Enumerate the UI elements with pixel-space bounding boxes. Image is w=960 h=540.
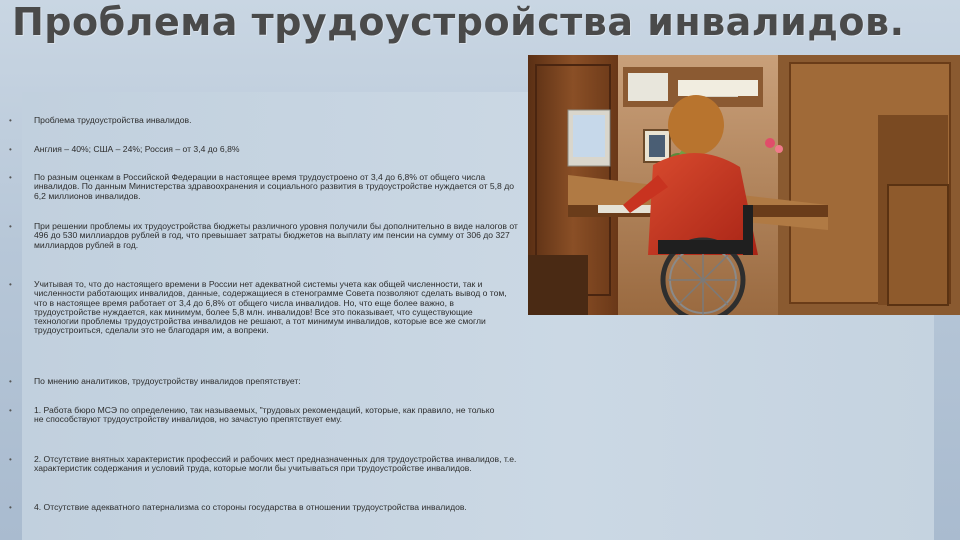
bullet-text: По мнению аналитиков, трудоустройству инвалидов препятствует: (34, 376, 301, 386)
bullet-text: 2. Отсутствие внятных характеристик профессий и рабочих мест предназначенных для трудоустройства инвалидов, т.е. характеристик содержания и условий труда, которые могли бы учитываться при трудоустройстве инвалидов. (34, 454, 517, 474)
bullet-text: По разным оценкам в Российской Федерации в настоящее время трудоустроено от 3,4 до 6,8% от общего числа инвалидов. По данным Министерства здравоохранения и социального развития в трудоустройстве нуждается от 5,8 до 6,2 миллионов инвалидов. (34, 172, 515, 201)
bullet-text: Проблема трудоустройства инвалидов. (34, 115, 192, 125)
office-wheelchair-worker-photo (528, 55, 960, 315)
bullet-text: 4. Отсутствие адекватного патернализма со стороны государства в отношении трудоустройства инвалидов. (34, 502, 467, 512)
bullet-marker: • (9, 145, 12, 154)
bullet-text: При решении проблемы их трудоустройства бюджеты различного уровня получили бы дополнительно в виде налогов от 496 до 530 миллиардов рублей в год, что превышает затраты бюджетов на выплату им пенсии на сумму от 306 до 327 миллиардов рублей в год. (34, 221, 518, 250)
bullet-text: 1. Работа бюро МСЭ по определению, так называемых, "трудовых рекомендаций, которые, как правило, не только не способствуют трудоустройству инвалидов, но зачастую препятствует ему. (34, 405, 495, 425)
slide-title: Проблема трудоустройства инвалидов. (12, 0, 905, 44)
bullet-marker: • (9, 280, 12, 289)
bullet-marker: • (9, 503, 12, 512)
bullet-marker: • (9, 222, 12, 231)
bullet-marker: • (9, 455, 12, 464)
bullet-text: Англия – 40%; США – 24%; Россия – от 3,4 до 6,8% (34, 144, 240, 154)
bullet-marker: • (9, 116, 12, 125)
photo-illustration (528, 55, 960, 315)
bullet-text: Учитывая то, что до настоящего времени в России нет адекватной системы учета как общей численности, так и численности работающих инвалидов, данные, содержащиеся в стенограмме Совета позволяют сделать вывод о том, что в настоящее время работает от 3,4 до 6,8% от общего числа инвалидов. Но, что еще более важно, в трудоустройстве нуждается, как минимум, более 5,8 млн. инвалидов! Все это показывает, что существующие технологии проблемы трудоустройства инвалидов не решают, а тот минимум инвалидов, которые все же смогли трудоустроиться, сделали это не благодаря им, а вопреки. (34, 279, 507, 336)
bullet-marker: • (9, 377, 12, 386)
bullet-marker: • (9, 173, 12, 182)
bullet-marker: • (9, 406, 12, 415)
